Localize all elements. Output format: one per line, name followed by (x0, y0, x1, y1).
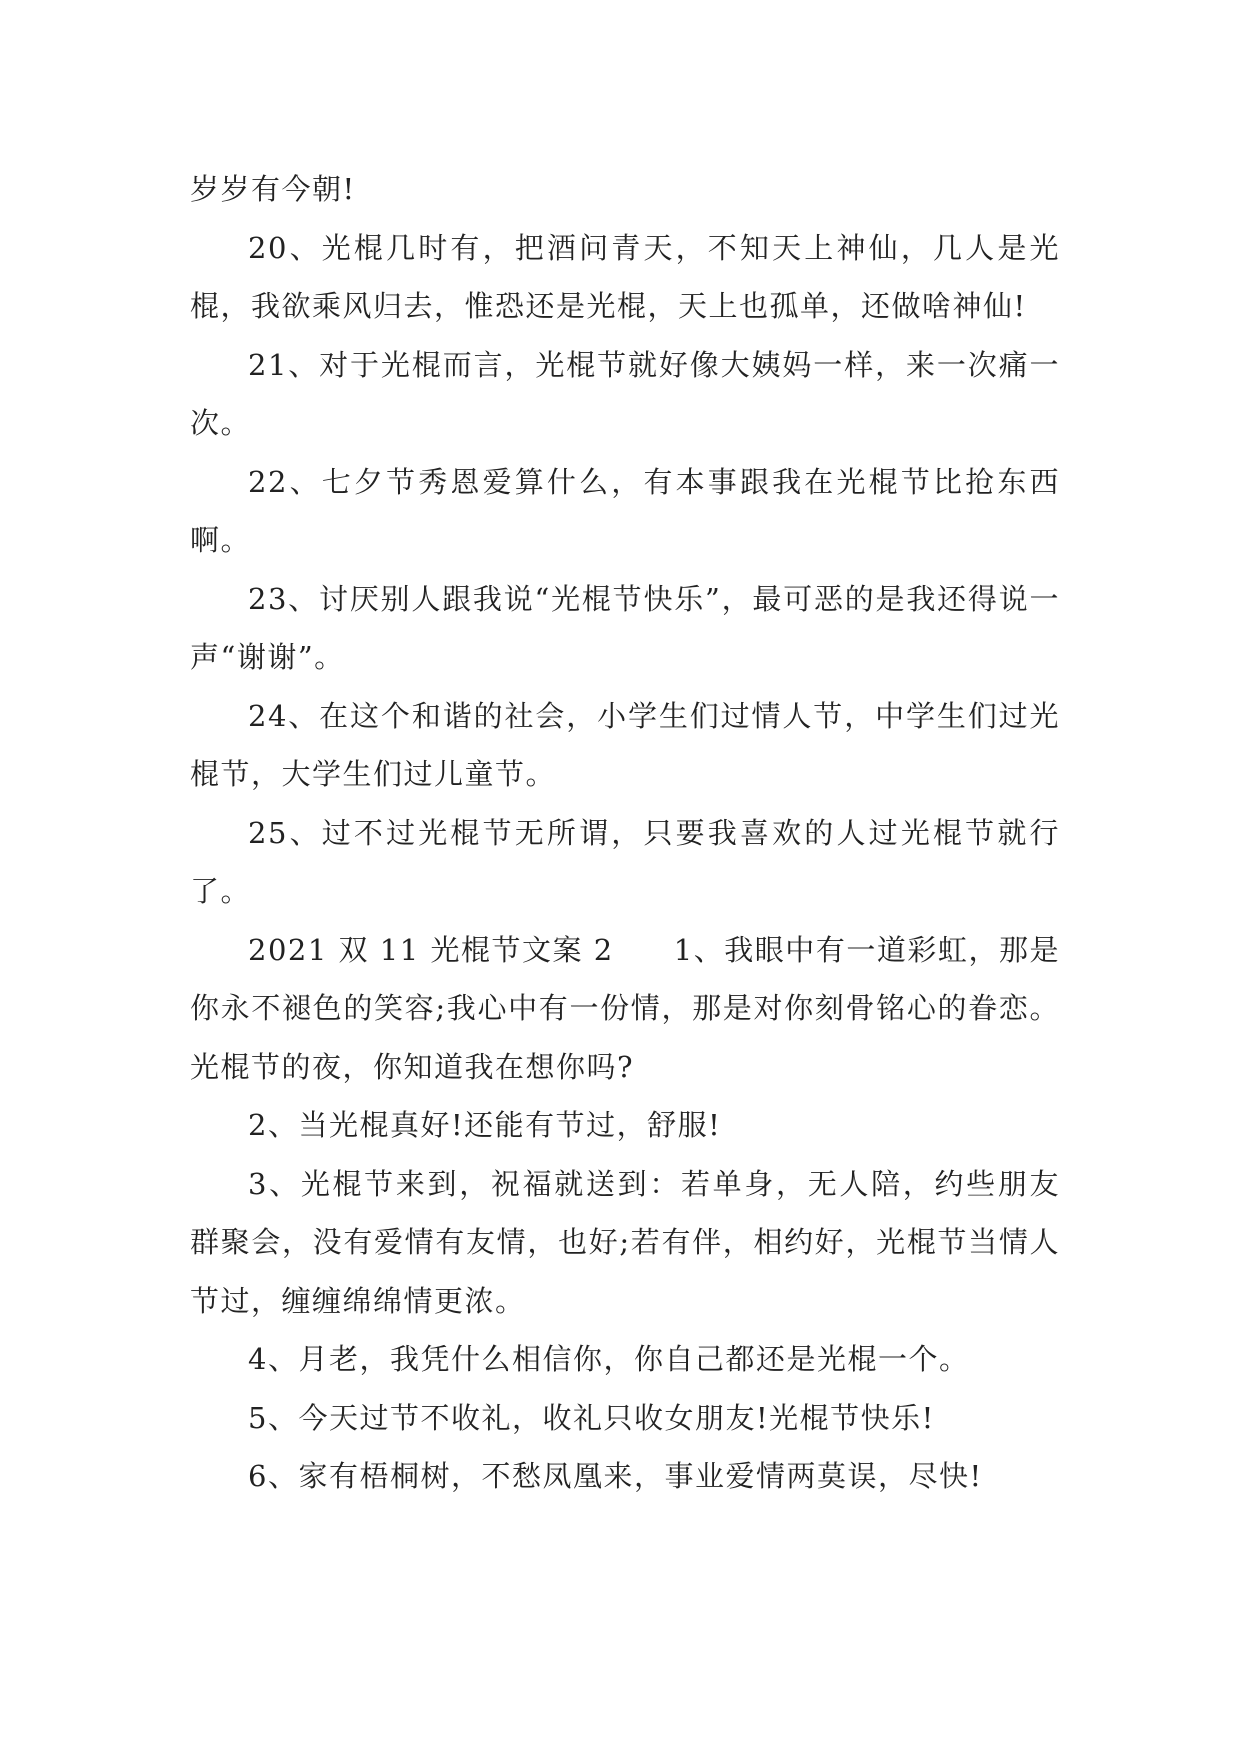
paragraph-item-24: 24、在这个和谐的社会，小学生们过情人节，中学生们过光棍节，大学生们过儿童节。 (190, 698, 1060, 791)
section-first-item: 1、我眼中有一道彩虹，那是你永不褪色的笑容;我心中有一份情，那是对你刻骨铭心的眷恋。光棍节的夜，你知道我在想你吗? (190, 932, 1060, 1084)
paragraph-item-21: 21、对于光棍而言，光棍节就好像大姨妈一样，来一次痛一次。 (190, 347, 1060, 440)
paragraph-item-2: 2、当光棍真好!还能有节过，舒服! (248, 1108, 722, 1142)
paragraph-item-6: 6、家有梧桐树，不愁凤凰来，事业爱情两莫误，尽快! (248, 1459, 983, 1493)
paragraph-item-20: 20、光棍几时有，把酒问青天，不知天上神仙，几人是光棍，我欲乘风归去，惟恐还是光棍，天上也孤单，还做啥神仙! (190, 230, 1060, 323)
paragraph-item-22: 22、七夕节秀恩爱算什么，有本事跟我在光棍节比抢东西啊。 (190, 464, 1060, 557)
paragraph-item-23: 23、讨厌别人跟我说“光棍节快乐”，最可恶的是我还得说一声“谢谢”。 (190, 581, 1060, 674)
section-heading: 2021 双 11 光棍节文案 2 (248, 932, 614, 967)
document-body (190, 160, 1060, 1506)
paragraph-item-4: 4、月老，我凭什么相信你，你自己都还是光棍一个。 (248, 1342, 970, 1376)
paragraph-item-25: 25、过不过光棍节无所谓，只要我喜欢的人过光棍节就行了。 (190, 815, 1060, 908)
section-paragraph (190, 921, 1060, 1097)
paragraph-continuation: 岁岁有今朝! (190, 172, 356, 206)
paragraph-item-3: 3、光棍节来到，祝福就送到：若单身，无人陪，约些朋友群聚会，没有爱情有友情，也好;若有伴，相约好，光棍节当情人节过，缠缠绵绵情更浓。 (190, 1166, 1060, 1318)
paragraph-item-5: 5、今天过节不收礼，收礼只收女朋友!光棍节快乐! (248, 1400, 935, 1435)
